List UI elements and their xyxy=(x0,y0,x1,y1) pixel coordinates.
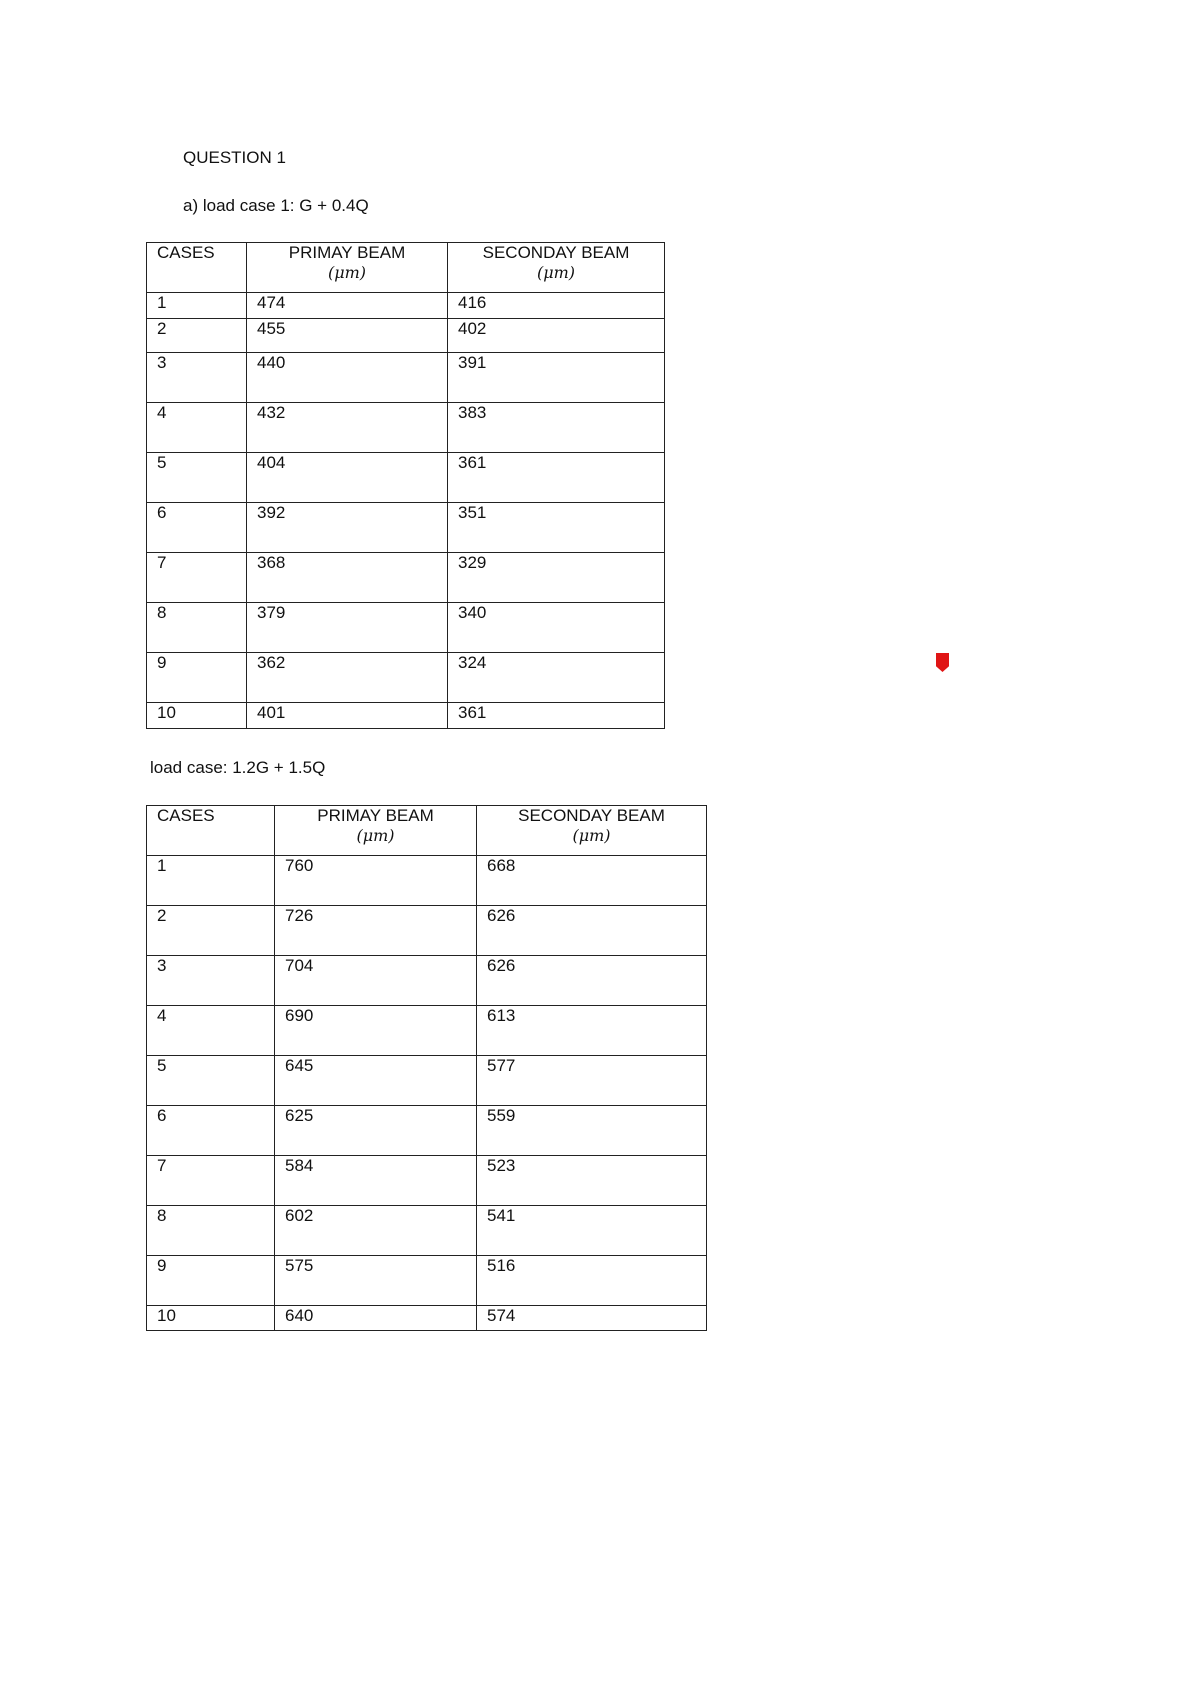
primary-beam-value: 379 xyxy=(247,603,448,653)
primary-beam-value: 575 xyxy=(275,1256,477,1306)
table-row xyxy=(147,553,665,603)
primary-beam-value: 440 xyxy=(247,353,448,403)
secondary-beam-value: 626 xyxy=(477,956,707,1006)
header-primary-label: PRIMAY BEAM xyxy=(288,243,406,262)
primary-beam-value: 404 xyxy=(247,453,448,503)
table-header-row xyxy=(147,243,665,293)
primary-beam-value: 704 xyxy=(275,956,477,1006)
primary-beam-value: 432 xyxy=(247,403,448,453)
primary-beam-value: 602 xyxy=(275,1206,477,1256)
secondary-beam-value: 402 xyxy=(448,319,665,353)
primary-beam-value: 584 xyxy=(275,1156,477,1206)
case-number-cell: 5 xyxy=(147,453,247,503)
case-number-cell: 10 xyxy=(147,703,247,729)
case-number-cell: 10 xyxy=(147,1306,275,1331)
header-secondary-beam xyxy=(477,806,707,856)
primary-beam-value: 640 xyxy=(275,1306,477,1331)
case-number-cell: 2 xyxy=(147,319,247,353)
table-row xyxy=(147,503,665,553)
case-number-cell: 3 xyxy=(147,353,247,403)
header-primary-unit: (μm) xyxy=(327,263,367,282)
primary-beam-value: 625 xyxy=(275,1106,477,1156)
table-row xyxy=(147,1106,707,1156)
table-row xyxy=(147,1256,707,1306)
table-row xyxy=(147,293,665,319)
case-number-cell: 2 xyxy=(147,906,275,956)
secondary-beam-value: 516 xyxy=(477,1256,707,1306)
secondary-beam-value: 361 xyxy=(448,703,665,729)
header-secondary-unit: (μm) xyxy=(536,263,576,282)
load-case-1-table xyxy=(146,242,665,729)
table-row xyxy=(147,1206,707,1256)
header-cases: CASES xyxy=(147,243,247,293)
load-case-1-heading: a) load case 1: G + 0.4Q xyxy=(183,196,369,215)
red-pin-marker-icon xyxy=(936,653,949,672)
primary-beam-value: 474 xyxy=(247,293,448,319)
case-number-cell: 3 xyxy=(147,956,275,1006)
header-primary-beam xyxy=(275,806,477,856)
table-header-row xyxy=(147,806,707,856)
table-row xyxy=(147,1056,707,1106)
secondary-beam-value: 391 xyxy=(448,353,665,403)
primary-beam-value: 362 xyxy=(247,653,448,703)
case-number-cell: 7 xyxy=(147,1156,275,1206)
secondary-beam-value: 324 xyxy=(448,653,665,703)
case-number-cell: 7 xyxy=(147,553,247,603)
case-number-cell: 9 xyxy=(147,653,247,703)
page-title: QUESTION 1 xyxy=(183,148,286,167)
header-secondary-label: SECONDAY BEAM xyxy=(482,243,630,262)
table-row xyxy=(147,603,665,653)
primary-beam-value: 726 xyxy=(275,906,477,956)
secondary-beam-value: 383 xyxy=(448,403,665,453)
table-row xyxy=(147,956,707,1006)
secondary-beam-value: 351 xyxy=(448,503,665,553)
case-number-cell: 8 xyxy=(147,1206,275,1256)
case-number-cell: 6 xyxy=(147,1106,275,1156)
table-row xyxy=(147,403,665,453)
secondary-beam-value: 577 xyxy=(477,1056,707,1106)
table-row xyxy=(147,353,665,403)
secondary-beam-value: 668 xyxy=(477,856,707,906)
table-row xyxy=(147,703,665,729)
case-number-cell: 6 xyxy=(147,503,247,553)
table-row xyxy=(147,856,707,906)
secondary-beam-value: 416 xyxy=(448,293,665,319)
secondary-beam-value: 541 xyxy=(477,1206,707,1256)
header-cases: CASES xyxy=(147,806,275,856)
header-primary-unit: (μm) xyxy=(356,826,395,845)
primary-beam-value: 368 xyxy=(247,553,448,603)
header-secondary-beam xyxy=(448,243,665,293)
table-row xyxy=(147,653,665,703)
primary-beam-value: 645 xyxy=(275,1056,477,1106)
secondary-beam-value: 340 xyxy=(448,603,665,653)
primary-beam-value: 392 xyxy=(247,503,448,553)
case-number-cell: 5 xyxy=(147,1056,275,1106)
secondary-beam-value: 361 xyxy=(448,453,665,503)
load-case-2-table xyxy=(146,805,707,1331)
table-row xyxy=(147,1156,707,1206)
header-primary-beam xyxy=(247,243,448,293)
table-row xyxy=(147,906,707,956)
load-case-2-heading: load case: 1.2G + 1.5Q xyxy=(150,758,326,777)
header-secondary-unit: (μm) xyxy=(572,826,611,845)
case-number-cell: 1 xyxy=(147,856,275,906)
header-primary-label: PRIMAY BEAM xyxy=(317,806,434,825)
primary-beam-value: 690 xyxy=(275,1006,477,1056)
case-number-cell: 4 xyxy=(147,403,247,453)
secondary-beam-value: 626 xyxy=(477,906,707,956)
table-row xyxy=(147,453,665,503)
case-number-cell: 4 xyxy=(147,1006,275,1056)
case-number-cell: 1 xyxy=(147,293,247,319)
header-secondary-label: SECONDAY BEAM xyxy=(518,806,665,825)
secondary-beam-value: 574 xyxy=(477,1306,707,1331)
table-row xyxy=(147,1306,707,1331)
secondary-beam-value: 559 xyxy=(477,1106,707,1156)
secondary-beam-value: 613 xyxy=(477,1006,707,1056)
case-number-cell: 9 xyxy=(147,1256,275,1306)
primary-beam-value: 455 xyxy=(247,319,448,353)
primary-beam-value: 401 xyxy=(247,703,448,729)
case-number-cell: 8 xyxy=(147,603,247,653)
secondary-beam-value: 329 xyxy=(448,553,665,603)
secondary-beam-value: 523 xyxy=(477,1156,707,1206)
table-row xyxy=(147,1006,707,1056)
primary-beam-value: 760 xyxy=(275,856,477,906)
table-row xyxy=(147,319,665,353)
